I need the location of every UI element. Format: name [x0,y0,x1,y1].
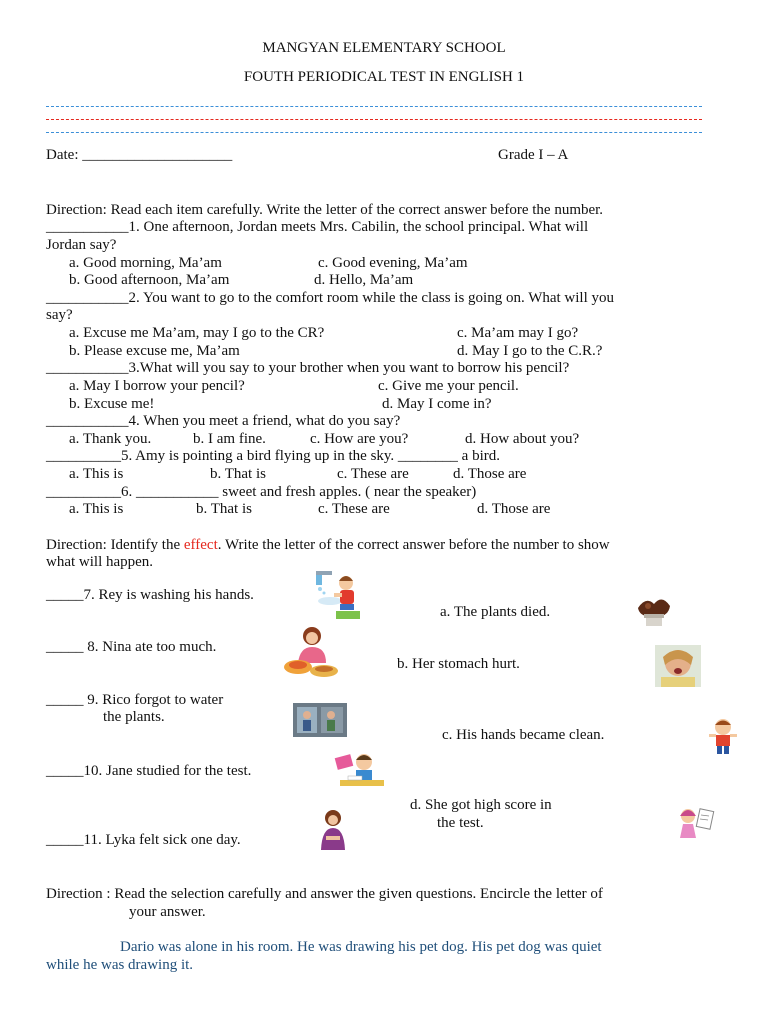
direction-2-cont: what will happen. [46,554,154,570]
question-9: _____ 9. Rico forgot to water [46,692,224,708]
girl-studying-image [334,750,386,792]
grade-label: Grade I – A [498,147,569,163]
q6-option-b: b. That is [196,501,252,517]
q5-option-c: c. These are [337,466,409,482]
q6-option-c: c. These are [318,501,390,517]
effect-word: effect [183,537,218,553]
q3-option-d: d. May I come in? [382,396,492,412]
direction-1: Direction: Read each item carefully. Write the letter of the correct answer before the number. [46,202,604,218]
question-8: _____ 8. Nina ate too much. [46,639,217,655]
q5-option-b: b. That is [210,466,266,482]
q4-option-b: b. I am fine. [193,431,266,447]
direction-2-text-a: Direction: Identify the [46,537,184,553]
question-1: ___________1. One afternoon, Jordan meets Mrs. Cabilin, the school principal. What will [46,219,589,235]
question-2-cont: say? [46,307,73,323]
direction-3: Direction : Read the selection carefully and answer the given questions. Encircle the letter of [46,886,603,902]
q2-option-a: a. Excuse me Ma’am, may I go to the CR? [69,325,325,341]
question-4: ___________4. When you meet a friend, what do you say? [46,413,401,429]
question-5: __________5. Amy is pointing a bird flying up in the sky. ________ a bird. [46,448,501,464]
direction-2 [46,537,610,554]
q5-option-d: d. Those are [453,466,527,482]
q2-option-d: d. May I go to the C.R.? [457,343,603,359]
answer-b: b. Her stomach hurt. [397,656,520,672]
question-1-cont: Jordan say? [46,237,117,253]
child-stomach-ache-image [655,645,701,687]
q5-option-a: a. This is [69,466,124,482]
happy-boy-image [707,716,739,756]
date-field[interactable]: Date: ____________________ [46,147,233,163]
q1-option-a: a. Good morning, Ma’am [69,255,222,271]
rule-line-red [46,119,702,120]
q3-option-c: c. Give me your pencil. [378,378,519,394]
question-3: ___________3.What will you say to your brother when you want to borrow his pencil? [46,360,570,376]
q4-option-a: a. Thank you. [69,431,152,447]
sick-girl-image [316,808,350,856]
q2-option-c: c. Ma’am may I go? [457,325,579,341]
girl-eating-food-image [280,623,340,681]
q2-option-b: b. Please excuse me, Ma’am [69,343,240,359]
answer-d-cont: the test. [437,815,484,831]
q3-option-a: a. May I borrow your pencil? [69,378,245,394]
question-11: _____11. Lyka felt sick one day. [46,832,241,848]
q4-option-d: d. How about you? [465,431,580,447]
q4-option-c: c. How are you? [310,431,409,447]
q6-option-a: a. This is [69,501,124,517]
q6-option-d: d. Those are [477,501,551,517]
school-name: MANGYAN ELEMENTARY SCHOOL [262,40,506,56]
question-7: _____7. Rey is washing his hands. [46,587,254,603]
question-10: _____10. Jane studied for the test. [46,763,252,779]
direction-2-text-b: . Write the letter of the correct answer before the number to show [217,537,610,553]
question-9-cont: the plants. [103,709,165,725]
boy-washing-hands-image [314,565,362,623]
dead-plant-image [634,592,674,628]
passage-line-1: Dario was alone in his room. He was drawing his pet dog. His pet dog was quiet [120,939,602,955]
question-6: __________6. ___________ sweet and fresh apples. ( near the speaker) [46,484,477,500]
answer-c: c. His hands became clean. [442,727,605,743]
kids-plants-photo-image [293,703,347,737]
rule-line-blue-1 [46,106,702,107]
rule-line-blue-2 [46,132,702,133]
question-2: ___________2. You want to go to the comfort room while the class is going on. What will you [46,290,615,306]
q3-option-b: b. Excuse me! [69,396,155,412]
q1-option-b: b. Good afternoon, Ma’am [69,272,230,288]
q1-option-d: d. Hello, Ma’am [314,272,414,288]
passage-line-2: while he was drawing it. [46,957,194,973]
test-title: FOUTH PERIODICAL TEST IN ENGLISH 1 [243,69,525,85]
girl-with-test-paper-image [672,804,718,844]
answer-d: d. She got high score in [410,797,552,813]
q1-option-c: c. Good evening, Ma’am [318,255,468,271]
answer-a: a. The plants died. [440,604,551,620]
direction-3-cont: your answer. [129,904,206,920]
